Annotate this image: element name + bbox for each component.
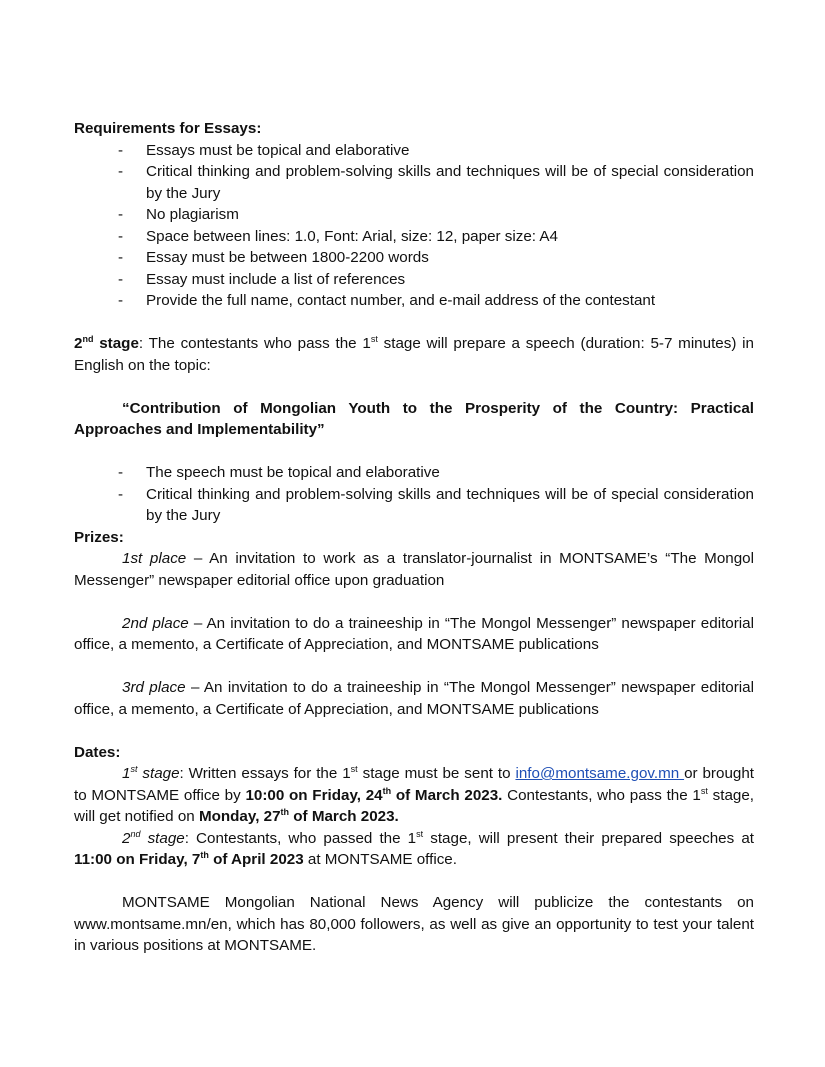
stage1-deadline: 10:00 on Friday, 24th of March 2023. bbox=[245, 785, 503, 804]
prizes-heading: Prizes: bbox=[74, 528, 124, 546]
prize-first-label: 1st place bbox=[122, 550, 187, 567]
list-item: - The speech must be topical and elaborative bbox=[146, 462, 754, 484]
stage2-label: 2nd stage bbox=[74, 333, 139, 352]
stage1-label: 1st stage bbox=[122, 763, 180, 782]
closing-paragraph: MONTSAME Mongolian National News Agency will publicize the contestants on www.montsame.mn/en, which has 80,000 followers, as well as give an opportunity to test your talent in various positions at MONTSAME. bbox=[74, 894, 754, 954]
list-item: - Critical thinking and problem-solving skills and techniques will be of special consideration by the Jury bbox=[146, 484, 754, 527]
list-item: - Critical thinking and problem-solving skills and techniques will be of special consideration by the Jury bbox=[146, 161, 754, 204]
dates-heading: Dates: bbox=[74, 743, 121, 761]
list-item: - Essay must include a list of references bbox=[146, 269, 754, 291]
prize-second-label: 2nd place bbox=[122, 614, 189, 632]
prize-first: 1st place – An invitation to work as a translator-journalist in MONTSAME’s “The Mongol Messenger” newspaper editorial office upon graduation bbox=[74, 550, 754, 589]
prize-third-label: 3rd place bbox=[122, 679, 186, 696]
list-item: - Essays must be topical and elaborative bbox=[146, 140, 754, 162]
list-item: - Space between lines: 1.0, Font: Arial, size: 12, paper size: A4 bbox=[146, 226, 754, 248]
essay-requirements-list bbox=[74, 140, 754, 312]
speech-topic: “Contribution of Mongolian Youth to the Prosperity of the Country: Practical Approaches and Implementability” bbox=[74, 399, 754, 438]
dates-stage2: 2nd stage: Contestants, who passed the 1st stage, will present their prepared speeches at 11:00 on Friday, 7th of April 2023 at MONTSAME office. bbox=[74, 828, 754, 868]
essay-requirements-heading: Requirements for Essays: bbox=[74, 120, 262, 137]
stage1-notify-date: Monday, 27th of March 2023. bbox=[198, 806, 399, 825]
list-item: - Provide the full name, contact number, and e-mail address of the contestant bbox=[146, 290, 754, 312]
dates-stage1: 1st stage: Written essays for the 1st stage must be sent to info@montsame.gov.mn or brought to MONTSAME office by 10:00 on Friday, 24th of March 2023. Contestants, who pass the 1st stage, will get notified on Monday, 27th of March 2023. bbox=[74, 763, 755, 825]
list-item: - Essay must be between 1800-2200 words bbox=[146, 247, 754, 269]
stage2-speech-date: 11:00 on Friday, 7th of April 2023 bbox=[74, 849, 304, 868]
list-item: - No plagiarism bbox=[146, 204, 754, 226]
stage2-paragraph: 2nd stage: The contestants who pass the 1st stage will prepare a speech (duration: 5-7 minutes) in English on the topic: bbox=[74, 333, 754, 374]
email-link[interactable]: info@montsame.gov.mn bbox=[515, 765, 685, 782]
prize-third: 3rd place – An invitation to do a traineeship in “The Mongol Messenger” newspaper editorial office, a memento, a Certificate of Appreciation, and MONTSAME publications bbox=[74, 679, 754, 718]
speech-requirements-list bbox=[74, 462, 754, 527]
prize-second: 2nd place – An invitation to do a traineeship in “The Mongol Messenger” newspaper editorial office, a memento, a Certificate of Appreciation, and MONTSAME publications bbox=[74, 614, 754, 653]
document-page bbox=[74, 118, 754, 957]
stage2-date-label: 2nd stage bbox=[122, 828, 185, 847]
